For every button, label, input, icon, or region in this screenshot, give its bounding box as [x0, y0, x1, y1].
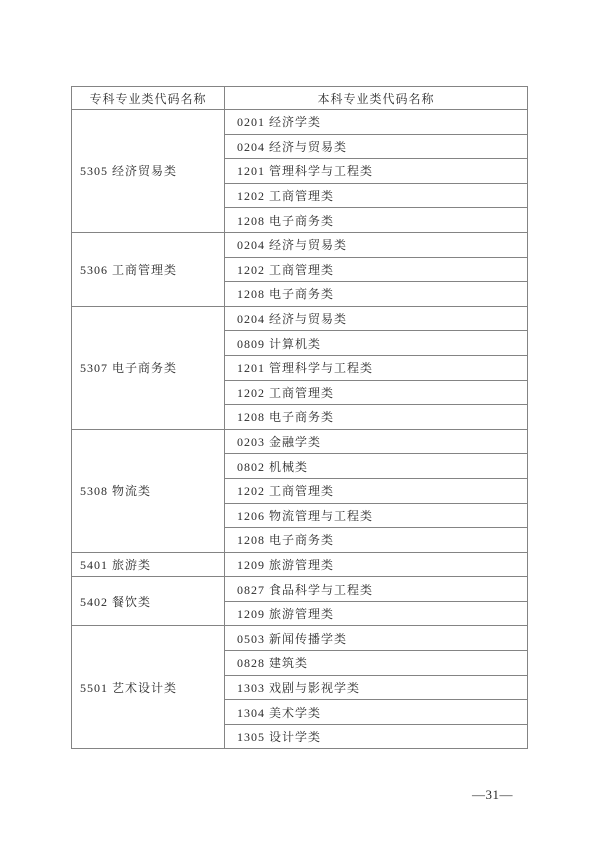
major-cell: 1201 管理科学与工程类 [225, 159, 528, 184]
column-header-zhuanke: 专科专业类代码名称 [72, 87, 225, 110]
table-row [72, 552, 528, 577]
major-cell: 1208 电子商务类 [225, 405, 528, 430]
major-cell: 1303 戏剧与影视学类 [225, 675, 528, 700]
table-row [72, 577, 528, 602]
table-row [72, 306, 528, 331]
column-header-benke: 本科专业类代码名称 [225, 87, 528, 110]
category-cell: 5308 物流类 [72, 429, 225, 552]
major-cell: 1304 美术学类 [225, 700, 528, 725]
major-cell: 0503 新闻传播学类 [225, 626, 528, 651]
category-cell: 5305 经济贸易类 [72, 110, 225, 233]
table-row [72, 232, 528, 257]
major-cell: 1202 工商管理类 [225, 257, 528, 282]
major-cell: 1208 电子商务类 [225, 528, 528, 553]
category-cell: 5501 艺术设计类 [72, 626, 225, 749]
table-body [72, 110, 528, 749]
major-cell: 1202 工商管理类 [225, 478, 528, 503]
table-row [72, 110, 528, 135]
major-cell: 0203 金融学类 [225, 429, 528, 454]
major-cell: 1209 旅游管理类 [225, 552, 528, 577]
table-row [72, 626, 528, 651]
page-number: —31— [472, 787, 513, 802]
major-cell: 1208 电子商务类 [225, 282, 528, 307]
major-cell: 1201 管理科学与工程类 [225, 355, 528, 380]
major-cell: 1208 电子商务类 [225, 208, 528, 233]
major-cell: 0204 经济与贸易类 [225, 134, 528, 159]
category-cell: 5307 电子商务类 [72, 306, 225, 429]
major-cell: 1209 旅游管理类 [225, 601, 528, 626]
major-cell: 0827 食品科学与工程类 [225, 577, 528, 602]
table-row [72, 429, 528, 454]
major-cell: 1305 设计学类 [225, 724, 528, 749]
major-cell: 1202 工商管理类 [225, 183, 528, 208]
category-cell: 5306 工商管理类 [72, 232, 225, 306]
category-cell: 5401 旅游类 [72, 552, 225, 577]
table-header-row [72, 87, 528, 110]
major-mapping-table [71, 86, 528, 749]
major-cell: 0204 经济与贸易类 [225, 232, 528, 257]
category-cell: 5402 餐饮类 [72, 577, 225, 626]
major-cell: 1206 物流管理与工程类 [225, 503, 528, 528]
major-cell: 0802 机械类 [225, 454, 528, 479]
major-cell: 0204 经济与贸易类 [225, 306, 528, 331]
major-cell: 0201 经济学类 [225, 110, 528, 135]
major-cell: 0828 建筑类 [225, 651, 528, 676]
major-cell: 0809 计算机类 [225, 331, 528, 356]
major-cell: 1202 工商管理类 [225, 380, 528, 405]
